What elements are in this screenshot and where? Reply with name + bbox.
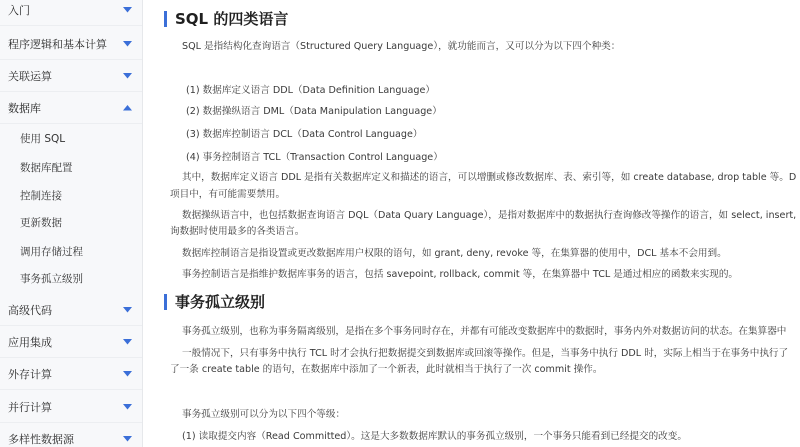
section-heading-isolation [164,291,265,312]
sidebar-subitem-update-data[interactable] [0,208,142,237]
sidebar-item-external-storage[interactable] [0,358,142,390]
paragraph-ddl-line1: 其中，数据库定义语言 DDL 是指有关数据库定义和描述的语言，可以增删或修改数据库、表、索引等，如 create database, drop table 等。D [182,172,797,183]
sidebar-item-parallel[interactable] [0,391,142,423]
chevron-down-icon [122,337,132,347]
sidebar-item-advanced-code[interactable] [0,294,142,326]
chevron-up-icon [122,103,132,113]
sidebar-item-label: 程序逻辑和基本计算 [8,37,107,51]
sidebar-item-diverse-sources[interactable] [0,423,142,447]
sidebar-item-logic[interactable] [0,28,142,60]
heading-accent-bar [164,11,167,27]
paragraph-intro: SQL 是指结构化查询语言（Structured Query Language），就功能而言，又可以分为以下四个种类： [182,41,621,52]
sidebar-item-label: 外存计算 [8,367,52,381]
paragraph-dml-line2: 询数据时使用最多的各类语言。 [170,226,305,237]
paragraph-levels-intro: 事务孤立级别可以分为以下四个等级： [182,409,346,420]
list-item-ddl: (1) 数据库定义语言 DDL（Data Definition Language） [186,85,435,96]
sidebar-item-label: 并行计算 [8,400,52,414]
paragraph-dml-line1: 数据操纵语言中，也包括数据查询语言 DQL（Data Quary Language），是指对数据库中的数据执行查询修改等操作的语言，如 select, insert, [182,210,797,221]
chevron-down-icon [122,71,132,81]
sidebar-item-intro[interactable] [0,0,142,26]
list-item-dml: (2) 数据操纵语言 DML（Data Manipulation Language） [186,106,442,117]
paragraph-ddl-line2: 项目中，有可能需要禁用。 [170,189,286,200]
sidebar [0,0,143,447]
sidebar-subitem-label: 事务孤立级别 [20,273,83,285]
chevron-down-icon [122,5,132,15]
sidebar-subitem-label: 数据库配置 [20,162,73,174]
sidebar-item-label: 关联运算 [8,69,52,83]
sidebar-item-label: 高级代码 [8,303,52,317]
sidebar-subitem-use-sql[interactable] [0,124,142,153]
sidebar-item-label: 多样性数据源 [8,432,74,446]
sidebar-subitem-label: 使用 SQL [20,133,66,145]
sidebar-item-label: 数据库 [8,101,41,115]
chevron-down-icon [122,434,132,444]
paragraph-tcl: 事务控制语言是指维护数据库事务的语言，包括 savepoint, rollback, commit 等，在集算器中 TCL 是通过相应的函数来实现的。 [182,269,739,280]
sidebar-subitem-label: 控制连接 [20,190,62,202]
paragraph-dcl: 数据库控制语言是指设置或更改数据库用户权限的语句，如 grant, deny, revoke 等，在集算器的使用中，DCL 基本不会用到。 [182,248,727,259]
heading-text: 事务孤立级别 [175,293,266,311]
paragraph-isolation-def: 事务孤立级别，也称为事务隔离级别，是指在多个事务同时存在，并都有可能改变数据库中的数据时，事务内外对数据访问的状态。在集算器中 [182,326,787,337]
sidebar-subitem-db-config[interactable] [0,153,142,182]
heading-accent-bar [164,294,167,310]
sidebar-item-database[interactable] [0,92,142,124]
main-content [150,0,800,447]
chevron-down-icon [122,369,132,379]
sidebar-item-integration[interactable] [0,326,142,358]
sidebar-subitem-control-connection[interactable] [0,181,142,210]
chevron-down-icon [122,402,132,412]
sidebar-item-label: 应用集成 [8,335,52,349]
list-item-dcl: (3) 数据库控制语言 DCL（Data Control Language） [186,129,423,140]
sidebar-subitem-isolation-level[interactable] [0,264,142,293]
sidebar-subitem-label: 更新数据 [20,217,62,229]
sidebar-subitem-label: 调用存储过程 [20,246,83,258]
section-heading-sql-languages [164,8,288,29]
heading-text: SQL 的四类语言 [175,10,289,28]
sidebar-item-label: 入门 [8,3,30,17]
sidebar-subitem-stored-procedure[interactable] [0,237,142,266]
chevron-down-icon [122,39,132,49]
chevron-down-icon [122,305,132,315]
sidebar-item-join[interactable] [0,60,142,92]
paragraph-general-line1: 一般情况下，只有事务中执行 TCL 时才会执行把数据提交到数据库或回滚等操作。但是，当事务中执行 DDL 时，实际上相当于在事务中执行了 [182,348,789,359]
list-item-tcl: (4) 事务控制语言 TCL（Transaction Control Language） [186,152,443,163]
paragraph-general-line2: 了一条 create table 的语句，在数据库中添加了一个新表，此时就相当于执行了一次 commit 操作。 [170,364,603,375]
paragraph-level-1: (1) 读取提交内容（Read Committed）。这是大多数数据库默认的事务孤立级别，一个事务只能看到已经提交的改变。 [182,431,687,442]
